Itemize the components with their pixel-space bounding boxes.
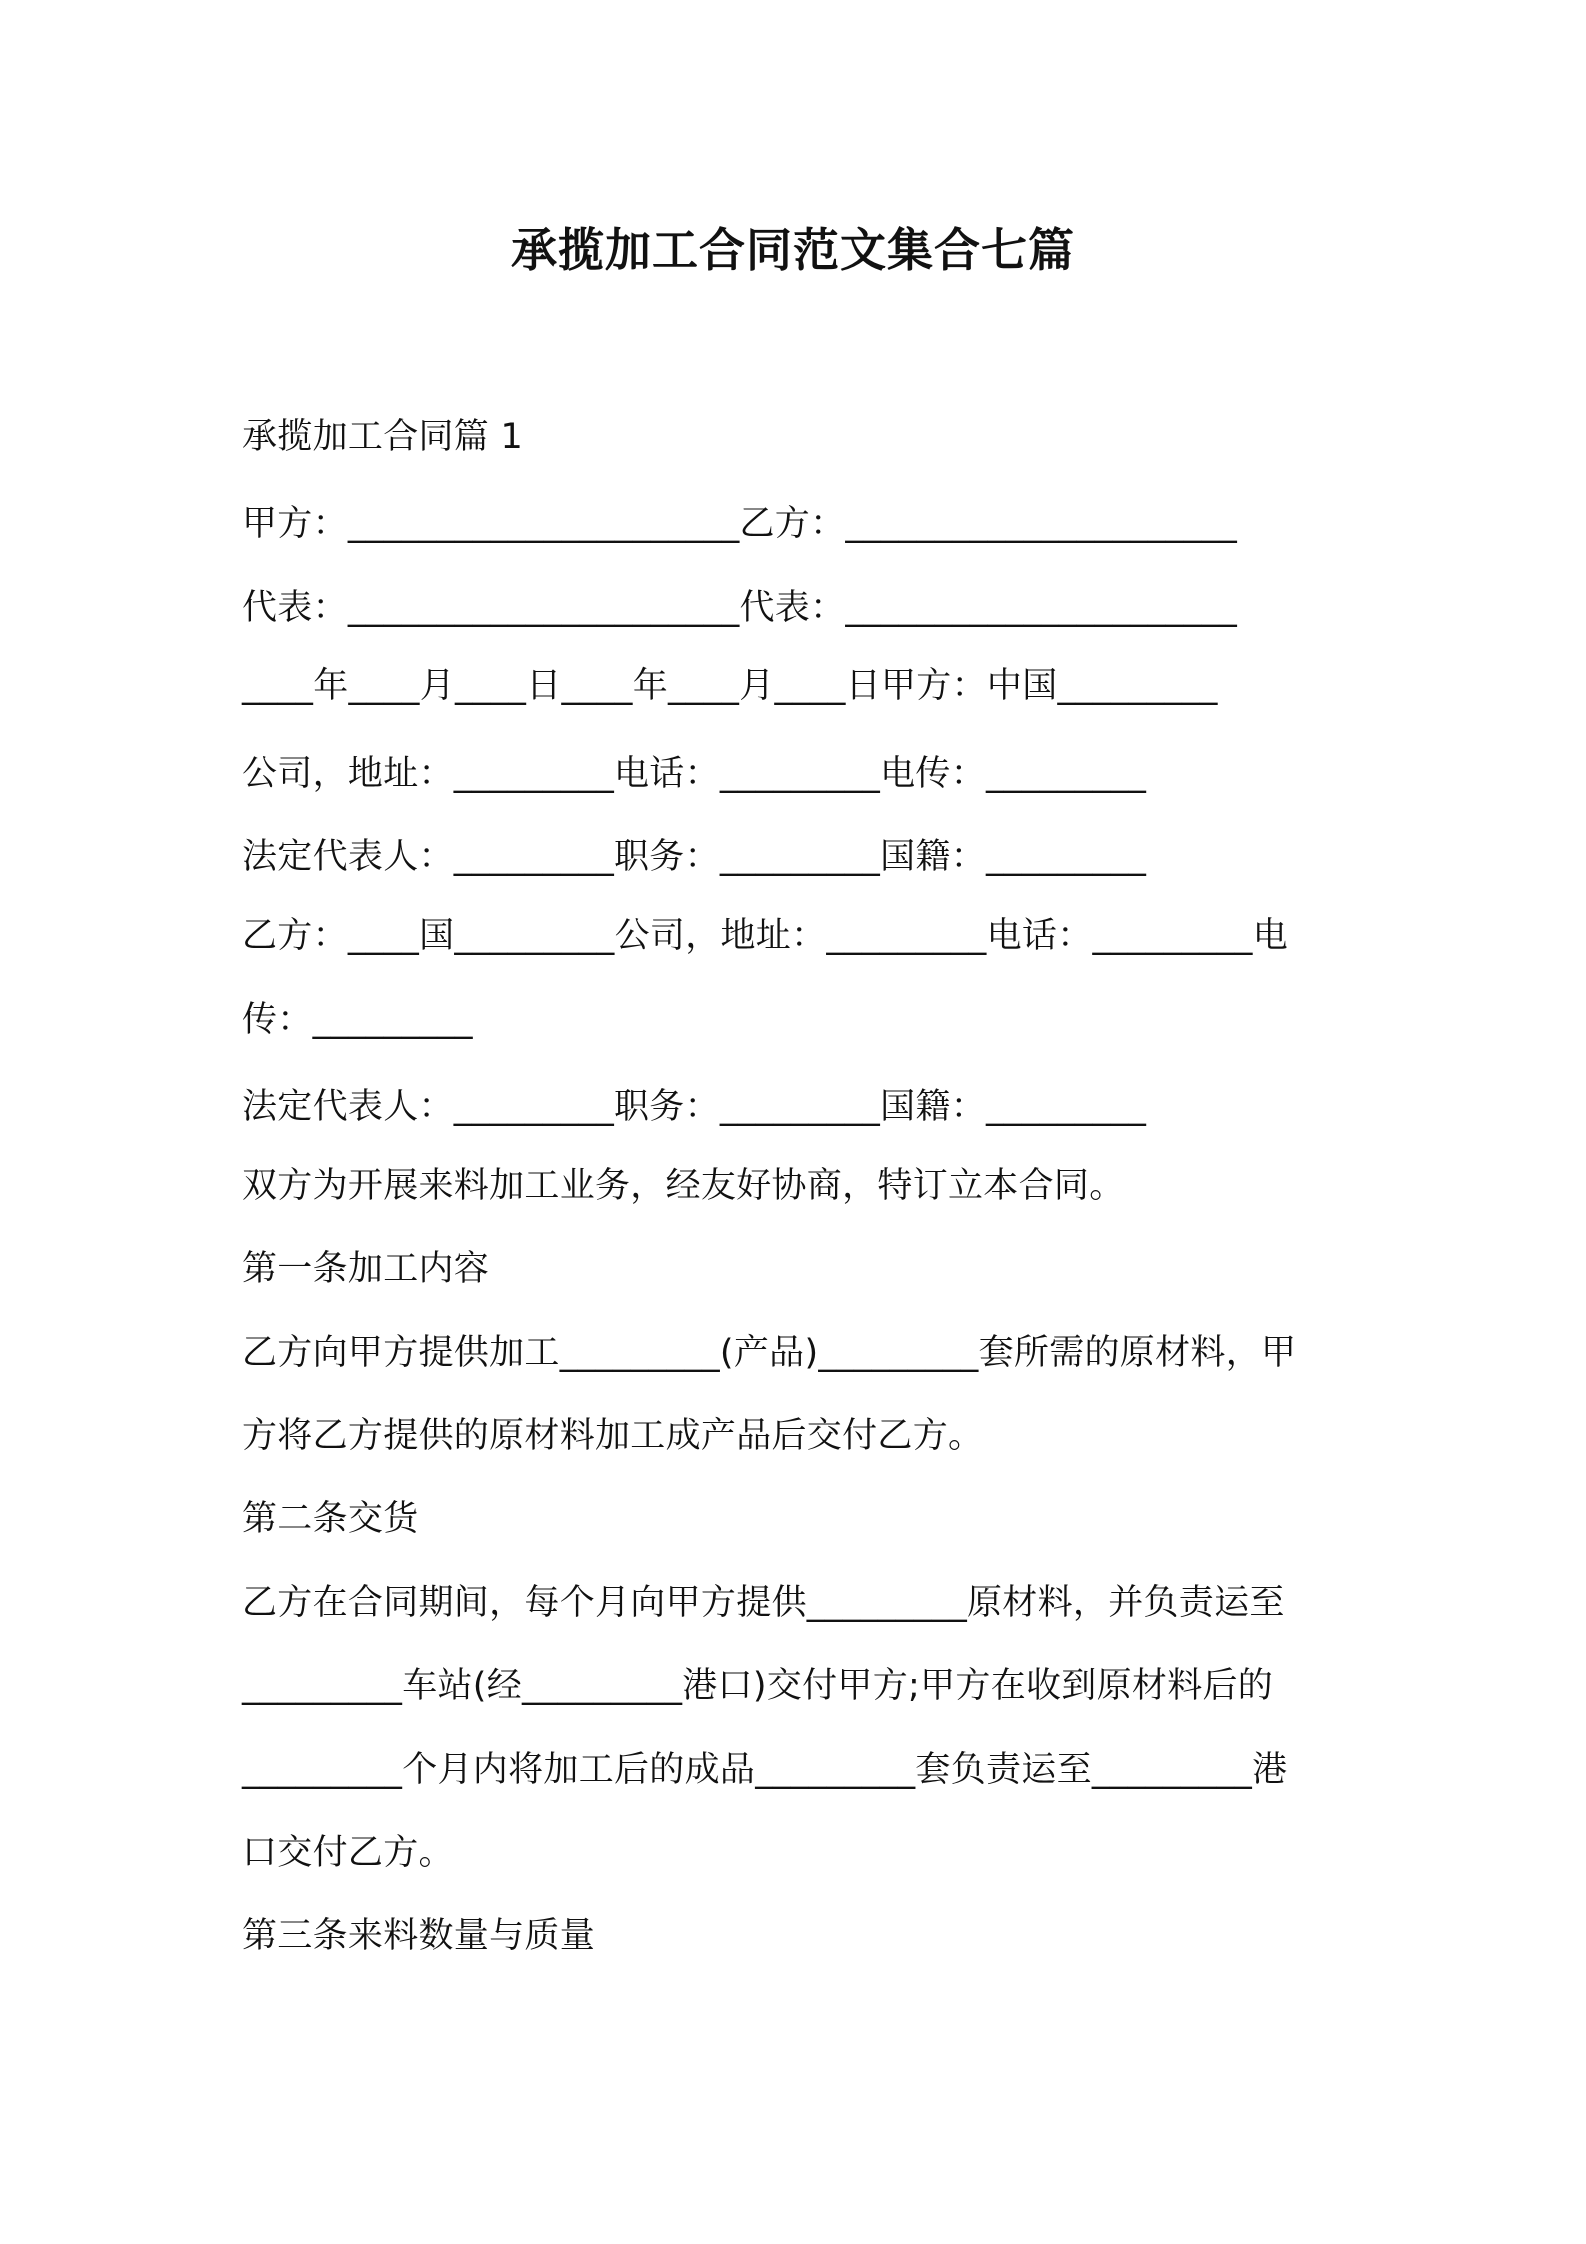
article-2-text-line-1: 乙方在合同期间，每个月向甲方提供_________原材料，并负责运至 bbox=[242, 1583, 1285, 1623]
party-a-legal-rep-line: 法定代表人：_________职务：_________国籍：_________ bbox=[242, 837, 1147, 877]
party-line: 甲方：______________________乙方：______________________ bbox=[242, 504, 1237, 544]
preamble-line: 双方为开展来料加工业务，经友好协商，特订立本合同。 bbox=[242, 1166, 1125, 1206]
article-2-heading: 第二条交货 bbox=[242, 1499, 419, 1539]
article-3-heading: 第三条来料数量与质量 bbox=[242, 1916, 596, 1956]
party-b-fax-line: 传：_________ bbox=[242, 1000, 473, 1040]
party-b-address-line: 乙方：____国_________公司，地址：_________电话：_________电 bbox=[242, 916, 1289, 956]
document-title: 承揽加工合同范文集合七篇 bbox=[511, 223, 1075, 277]
date-line: ____年____月____日____年____月____日甲方：中国_________ bbox=[242, 666, 1218, 706]
article-1-heading: 第一条加工内容 bbox=[242, 1249, 490, 1289]
article-1-text-line-2: 方将乙方提供的原材料加工成产品后交付乙方。 bbox=[242, 1416, 984, 1456]
section-heading-contract-1: 承揽加工合同篇 1 bbox=[242, 417, 524, 457]
article-1-text-line-1: 乙方向甲方提供加工_________(产品)_________套所需的原材料，甲 bbox=[242, 1333, 1297, 1373]
representative-line: 代表：______________________代表：______________________ bbox=[242, 588, 1237, 628]
article-2-text-line-2: _________车站(经_________港口)交付甲方;甲方在收到原材料后的 bbox=[242, 1666, 1274, 1706]
party-a-address-line: 公司，地址：_________电话：_________电传：_________ bbox=[242, 754, 1147, 794]
article-2-text-line-4: 口交付乙方。 bbox=[242, 1833, 454, 1873]
article-2-text-line-3: _________个月内将加工后的成品_________套负责运至_________港 bbox=[242, 1750, 1288, 1790]
party-b-legal-rep-line: 法定代表人：_________职务：_________国籍：_________ bbox=[242, 1087, 1147, 1127]
